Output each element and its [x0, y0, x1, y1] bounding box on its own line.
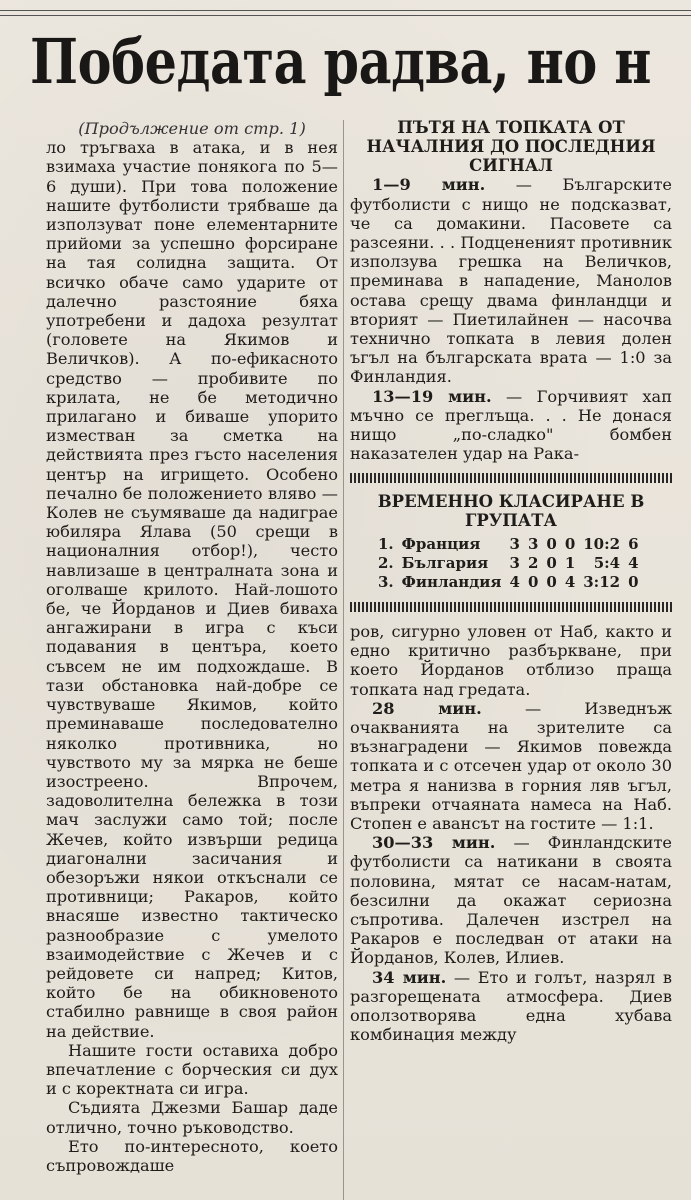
match-event-continued: ров, сигурно уловен от Наб, както и едно критично разбъркване, при което Йорданов отблизо праща топката над гредата.	[350, 622, 672, 699]
separator-rule	[350, 602, 672, 612]
match-event	[350, 699, 672, 833]
event-text: — Финландските футболисти са натикани в своята половина, мятат се насам-натам, безсилни да окажат сериозна съпротива. Далечен изстрел на Ракаров е последван от атаки на Йорданов, Колев, Илиев.	[350, 833, 672, 968]
team-position: 2.	[378, 554, 394, 573]
drawn: 0	[546, 535, 557, 554]
points: 0	[628, 573, 639, 592]
standings-title: ВРЕМЕННО КЛАСИРАНЕ В ГРУПАТА	[377, 492, 645, 531]
right-column	[350, 119, 672, 1045]
event-time: 13—19 мин.	[372, 386, 492, 406]
goal-ratio: 10:2	[583, 535, 621, 554]
team-name: Франция	[401, 535, 481, 554]
left-column	[46, 119, 338, 1175]
event-text: — Изведнъж очакванията на зрителите са възнаградени — Якимов повежда топката и с отсечен удар от около 30 метра я нанизва в горния ляв ъгъл, въпреки отчаяната намеса на Наб. Стопен е авансът на гостите — 1:1.	[350, 698, 672, 834]
event-time: 28 мин.	[372, 698, 482, 718]
headline: Победата радва, но н	[30, 25, 652, 98]
separator-rule	[350, 473, 672, 483]
article-paragraph: Ето по-интересното, което съпровождаше	[46, 1136, 338, 1175]
top-rule	[0, 10, 691, 16]
article-paragraph: ло тръгваха в атака, и в нея взимаха участие понякога по 5—6 души). При това положение нашите футболисти трябваше да използуват поне елементарните прийоми за успешно форсиране на тая солидна защита. От всичко обаче само ударите от далечно разстояние бяха употребени и дадоха резултат (головете на Якимов и Величков). А по-ефикасното средство — пробивите по крилата, не бе методично прилагано и биваше упорито изместван за сметка на действията през гъсто населения център на игрището. Особено печално бе положението вляво — Колев не съумяваше да надиграе юбиляра Ялава (50 срещи в националния отбор!), често навлизаше в централната зона и оголваше крилото. Най-лошото бе, че Йорданов и Диев биваха ангажирани в игра с къси подавания в центъра, което съвсем не им подхождаше. В тази обстановка най-добре се чувствуваше Якимов, който преминаваше последователно няколко противника, но чувството му за мярка не беше изостреено. Впрочем, задоволителна бележка в този мач заслужи само той; после Жечев, който извърши редица диагонални засичания и обезоръжи някои откъснали се противници; Ракаров, който внасяше известно тактическо разнообразие с умелото взаимодействие с Жечев и с рейдовете си напред; Китов, който бе на обикновеното стабилно равнище в своя район на действие.	[46, 138, 338, 1041]
drawn: 0	[546, 554, 557, 573]
lost: 1	[564, 554, 576, 573]
table-row	[374, 535, 643, 554]
table-row	[374, 573, 643, 592]
section-title: ПЪТЯ НА ТОПКАТА ОТ НАЧАЛНИЯ ДО ПОСЛЕДНИЯ СИГНАЛ	[366, 118, 656, 175]
standings-table	[374, 535, 643, 592]
won: 2	[527, 554, 539, 573]
points: 6	[628, 535, 639, 554]
event-text: — Горчивият хап мъчно се преглъща. . . Не донася нищо „по-сладко" бомбен наказателен удар на Рака-	[350, 386, 672, 464]
continuation-note: (Продължение от стр. 1)	[78, 119, 306, 138]
event-time: 30—33 мин.	[372, 833, 496, 853]
goal-ratio: 5:4	[593, 554, 621, 573]
match-event	[350, 387, 672, 464]
team-name: Финландия	[401, 573, 502, 592]
won: 3	[527, 535, 539, 554]
team-name: България	[401, 554, 489, 573]
lost: 0	[564, 535, 576, 554]
won: 0	[527, 573, 539, 592]
team-position: 1.	[378, 535, 394, 554]
event-text: — Българските футболисти с нищо не подсказват, че са домакини. Пасовете са разсеяни. . . Подцененият противник използува грешка на Величков, преминава в нападение, Манолов остава срещу двама финландци и вторият — Пиетилайнен — насочва технично топката в левия долен ъгъл на българската врата — 1:0 за Финландия.	[350, 175, 672, 387]
event-time: 1—9 мин.	[372, 175, 486, 195]
played: 3	[509, 535, 520, 554]
event-text: — Ето и голът, назрял в разгорещената атмосфера. Диев оползотворява една хубава комбинация между	[350, 967, 672, 1045]
played: 4	[509, 573, 520, 592]
column-divider	[343, 120, 344, 1200]
match-event	[350, 833, 672, 967]
lost: 4	[564, 573, 576, 592]
goal-ratio: 3:12	[583, 573, 621, 592]
table-row	[374, 554, 643, 573]
played: 3	[509, 554, 520, 573]
drawn: 0	[546, 573, 557, 592]
article-paragraph: Нашите гости оставиха добро впечатление с борческия си дух и с коректната си игра.	[46, 1040, 338, 1099]
event-time: 34 мин.	[372, 967, 447, 987]
points: 4	[628, 554, 639, 573]
match-event	[350, 175, 672, 386]
team-position: 3.	[378, 573, 394, 592]
article-paragraph: Съдията Джезми Башар даде отлично, точно ръководство.	[46, 1098, 338, 1137]
match-event	[350, 968, 672, 1045]
